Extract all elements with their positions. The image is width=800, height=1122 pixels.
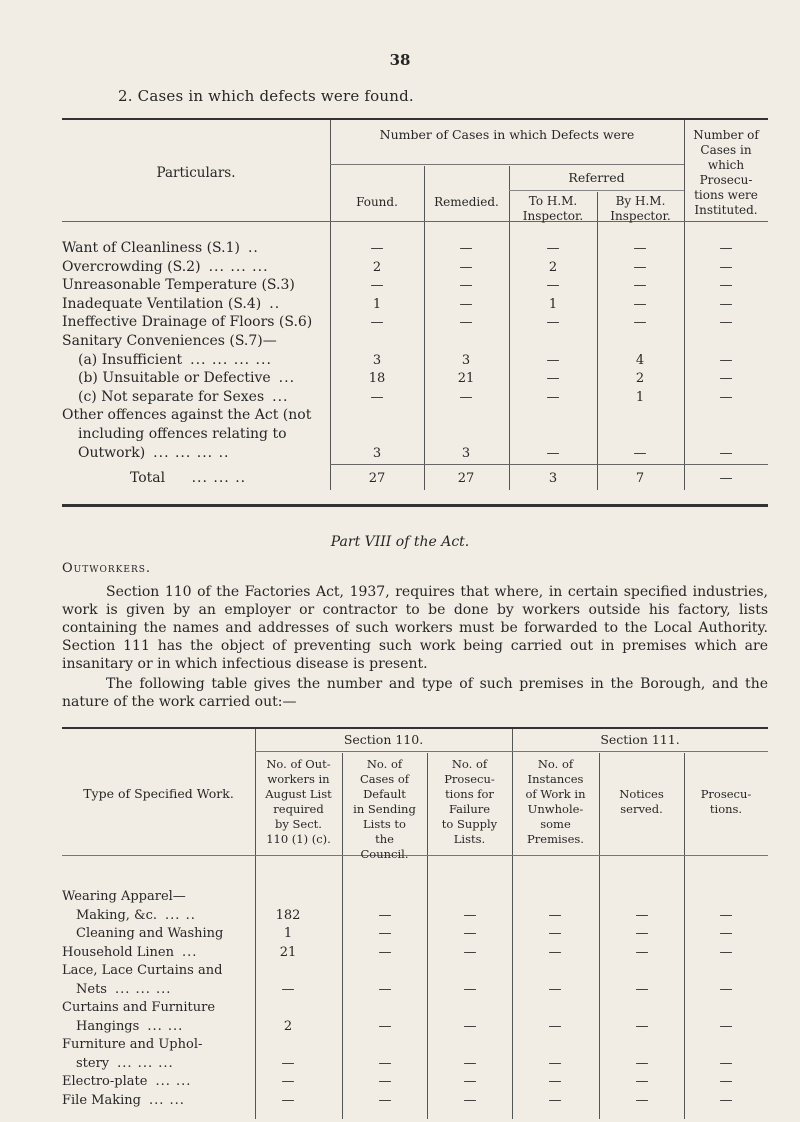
total-cell: 3 xyxy=(548,471,558,486)
table-cell: 21 xyxy=(457,371,475,387)
row-label xyxy=(62,296,280,312)
row-label xyxy=(62,1093,185,1108)
table-top-rule xyxy=(62,727,768,729)
by-hm-inspector-header xyxy=(597,194,684,224)
found-header: Found. xyxy=(356,195,398,209)
table-cell: — xyxy=(463,907,477,923)
row-label xyxy=(62,240,259,256)
row-label-text: File Making xyxy=(62,1092,141,1108)
table-cell: — xyxy=(635,981,649,997)
header-line: some xyxy=(540,817,571,831)
header-rule xyxy=(509,190,684,191)
table-cell: 3 xyxy=(461,352,471,368)
table-cell: — xyxy=(719,241,733,256)
table-cell: — xyxy=(463,1018,477,1034)
table-cell: — xyxy=(719,1055,733,1071)
row-label xyxy=(62,945,197,960)
table-cell: — xyxy=(635,1018,649,1034)
row-label-text: stery xyxy=(76,1055,110,1071)
table-cell: — xyxy=(719,296,733,312)
prosecutions-header-line: Prosecu- xyxy=(699,173,753,187)
to-hm-inspector-header xyxy=(509,194,597,224)
page-number: 38 xyxy=(389,51,411,69)
to-hm-line-1: To H.M. xyxy=(528,194,578,208)
header-line: in Sending xyxy=(353,802,416,816)
leader-dots: ... .. xyxy=(165,907,196,923)
table-cell: — xyxy=(719,278,733,294)
type-of-work-header: Type of Specified Work. xyxy=(83,786,234,801)
row-label-text: Electro-plate xyxy=(62,1074,148,1089)
table-cell: — xyxy=(370,241,384,256)
header-line: to Supply xyxy=(441,817,498,831)
row-label xyxy=(76,982,171,997)
leader-dots: .. xyxy=(269,295,281,312)
defects-group-header: Number of Cases in which Defects were xyxy=(379,127,635,142)
table-cell: — xyxy=(719,389,733,405)
table-cell: — xyxy=(459,296,473,312)
header-line: tions. xyxy=(709,802,743,816)
row-label xyxy=(76,908,196,923)
table-cell: 2 xyxy=(635,371,645,387)
header-rule xyxy=(330,164,684,165)
section-heading: 2. Cases in which defects were found. xyxy=(118,87,414,105)
row-label-text: Other offences against the Act (not xyxy=(62,407,312,424)
total-cell: 7 xyxy=(635,471,645,486)
table-cell: — xyxy=(463,981,477,997)
row-label-text: Lace, Lace Curtains and xyxy=(62,963,223,978)
header-line: tions for xyxy=(445,787,494,801)
table-cell: — xyxy=(370,315,384,331)
leader-dots: ... xyxy=(278,370,296,387)
total-leader-dots: ... ... .. xyxy=(191,470,247,486)
table-cell: — xyxy=(546,389,560,405)
table-cell: — xyxy=(281,981,295,997)
table-cell: — xyxy=(635,1092,649,1108)
table-cell: 2 xyxy=(548,259,558,275)
table-cell: — xyxy=(459,259,473,275)
table-cell: — xyxy=(378,981,392,997)
total-cell: 27 xyxy=(368,471,386,486)
header-line: of Work in xyxy=(525,787,586,801)
table-cell: — xyxy=(378,1055,392,1071)
table-cell: — xyxy=(546,371,560,387)
header-line: No. of Out- xyxy=(266,757,331,771)
header-line: Instances xyxy=(527,772,584,786)
row-label xyxy=(62,1000,215,1015)
header-line: Council. xyxy=(360,847,409,861)
to-hm-line-2: Inspector. xyxy=(522,209,584,223)
row-label-text: Furniture and Uphol- xyxy=(62,1037,203,1052)
row-label-text: Cleaning and Washing xyxy=(76,926,224,941)
header-line: Failure xyxy=(448,802,491,816)
header-line: No. of xyxy=(451,757,488,771)
leader-dots: ... ... xyxy=(148,1092,185,1108)
table-bottom-rule xyxy=(62,504,768,507)
outworkers-heading: Outworkers. xyxy=(62,561,152,576)
table-cell: — xyxy=(633,259,647,275)
table-cell: — xyxy=(548,1074,562,1089)
table-cell: — xyxy=(463,1092,477,1108)
row-label-text: Inadequate Ventilation (S.4) xyxy=(62,295,262,312)
table-cell: — xyxy=(719,926,733,941)
leader-dots: ... xyxy=(181,944,198,960)
table-cell: 3 xyxy=(372,445,382,461)
table-cell: — xyxy=(548,981,562,997)
table-cell: — xyxy=(548,944,562,960)
table-cell: — xyxy=(459,241,473,256)
prosecutions-header-line: tions were xyxy=(694,188,758,202)
column-divider xyxy=(330,120,331,490)
table-cell: — xyxy=(546,445,560,461)
outworkers-table xyxy=(62,727,768,1117)
table-cell: — xyxy=(633,278,647,294)
table-cell: — xyxy=(633,445,647,461)
header-line: Unwhole- xyxy=(527,802,584,816)
table-cell: — xyxy=(378,1074,392,1089)
table-cell: — xyxy=(719,352,733,368)
prosecutions-header xyxy=(684,128,768,218)
table-cell: — xyxy=(459,315,473,331)
table-cell: — xyxy=(635,1074,649,1089)
table-cell: — xyxy=(281,1074,295,1089)
table-cell: — xyxy=(719,981,733,997)
table-cell: — xyxy=(719,445,733,461)
header-rule xyxy=(255,751,768,752)
table-cell: — xyxy=(281,1055,295,1071)
table-cell: — xyxy=(548,926,562,941)
table-cell: — xyxy=(719,1018,733,1034)
table-cell: — xyxy=(378,926,392,941)
table-cell: — xyxy=(370,389,384,405)
table-cell: — xyxy=(548,907,562,923)
default-cases-header xyxy=(342,757,427,862)
table-cell: — xyxy=(635,907,649,923)
total-cell: — xyxy=(719,471,733,486)
row-label xyxy=(62,963,222,978)
table-cell: 3 xyxy=(372,352,382,368)
table-cell: — xyxy=(459,278,473,294)
row-label xyxy=(62,407,311,423)
table-cell: — xyxy=(635,926,649,941)
table-cell: — xyxy=(459,389,473,405)
header-line: Default xyxy=(363,787,406,801)
table-cell: — xyxy=(633,241,647,256)
header-line: workers in xyxy=(267,772,330,786)
header-line: 110 (1) (c). xyxy=(266,832,331,846)
table-cell: — xyxy=(546,278,560,294)
row-label-text: Hangings xyxy=(76,1018,140,1034)
row-label xyxy=(76,1019,183,1034)
row-label xyxy=(62,1037,202,1052)
row-label xyxy=(62,259,269,275)
table-cell: — xyxy=(719,259,733,275)
paragraph-table-intro: The following table gives the number and type of such premises in the Borough, and the nature of the work carried out:— xyxy=(62,676,768,710)
row-label-text: Overcrowding (S.2) xyxy=(62,258,201,275)
table-top-rule xyxy=(62,118,768,120)
section-111-header: Section 111. xyxy=(600,732,680,747)
header-line: served. xyxy=(620,802,663,816)
table-cell: — xyxy=(546,241,560,256)
table-cell: — xyxy=(548,1092,562,1108)
row-label-text: (c) Not separate for Sexes xyxy=(78,388,265,405)
outworkers-list-header xyxy=(255,757,342,847)
remedied-header: Remedied. xyxy=(434,195,499,209)
section-110-header: Section 110. xyxy=(343,732,424,747)
particulars-header: Particulars. xyxy=(156,165,236,181)
table-cell: 4 xyxy=(635,352,645,368)
row-label-text: Making, &c. xyxy=(76,907,158,923)
prosecutions-header-line: Number of xyxy=(693,128,759,142)
leader-dots: ... ... ... xyxy=(208,258,269,275)
leader-dots: ... ... ... .. xyxy=(153,444,230,461)
table-cell: 3 xyxy=(461,445,471,461)
row-label xyxy=(78,352,272,368)
table-cell: — xyxy=(463,1055,477,1071)
column-divider xyxy=(424,166,425,490)
leader-dots: ... ... xyxy=(155,1074,192,1089)
prosecutions-header xyxy=(684,787,768,817)
row-label-text: Household Linen xyxy=(62,944,174,960)
table-cell: — xyxy=(719,371,733,387)
table-cell: — xyxy=(463,926,477,941)
failure-prosecutions-header xyxy=(427,757,512,847)
leader-dots: ... xyxy=(272,388,289,405)
prosecutions-header-line: Instituted. xyxy=(694,203,758,217)
row-label-text: Ineffective Drainage of Floors (S.6) xyxy=(62,314,313,331)
by-hm-line-1: By H.M. xyxy=(615,194,666,208)
table-cell: — xyxy=(546,352,560,368)
row-label-text: including offences relating to xyxy=(78,426,287,442)
part-title: Part VIII of the Act. xyxy=(330,534,470,550)
table-cell: — xyxy=(463,944,477,960)
row-label xyxy=(76,1056,174,1071)
header-line: the xyxy=(375,832,394,846)
table-cell: 18 xyxy=(368,371,386,387)
header-line: Notices xyxy=(619,787,664,801)
row-label xyxy=(76,926,223,941)
header-line: Cases of xyxy=(359,772,410,786)
table-cell: — xyxy=(633,315,647,331)
row-label-text: (a) Insufficient xyxy=(78,351,183,368)
table-cell: — xyxy=(378,944,392,960)
paragraph-section-110: Section 110 of the Factories Act, 1937, requires that where, in certain specified industries, work is given by an employer or contractor to be done by workers outside his factory, lists containing the names and addresses of such workers must be forwarded to the Local Authority. Section 111 has the object of preventing such work being carried out in premises which are insanitary or in which infectious disease is present. xyxy=(62,584,768,672)
row-label xyxy=(62,314,312,330)
total-row-label xyxy=(130,470,246,486)
row-label-text: (b) Unsuitable or Defective xyxy=(78,370,271,387)
leader-dots: ... ... ... ... xyxy=(190,351,272,368)
leader-dots: ... ... ... xyxy=(117,1055,174,1071)
row-label-text: Want of Cleanliness (S.1) xyxy=(62,240,240,256)
table-cell: — xyxy=(633,296,647,312)
row-label xyxy=(78,445,229,461)
table-cell: — xyxy=(635,944,649,960)
row-label-text: Nets xyxy=(76,981,107,997)
header-line: Premises. xyxy=(527,832,584,846)
row-label xyxy=(62,277,295,293)
table-cell: — xyxy=(719,1074,733,1089)
row-label-text: Outwork) xyxy=(78,444,146,461)
table-cell: — xyxy=(378,907,392,923)
referred-header: Referred xyxy=(568,170,625,185)
notices-served-header xyxy=(599,787,684,817)
table-cell: — xyxy=(546,315,560,331)
column-divider xyxy=(597,192,598,490)
total-rule xyxy=(330,464,768,465)
table-cell: 2 xyxy=(372,259,382,275)
table-cell: — xyxy=(719,944,733,960)
header-line: No. of xyxy=(537,757,574,771)
table-cell: 1 xyxy=(635,389,645,405)
row-label-text: Wearing Apparel— xyxy=(62,889,186,904)
row-label-text: Sanitary Conveniences (S.7)— xyxy=(62,333,277,349)
row-label xyxy=(78,389,289,405)
row-label xyxy=(62,333,277,349)
table-cell: — xyxy=(378,1092,392,1108)
table-cell: — xyxy=(719,315,733,331)
table-cell: 1 xyxy=(283,926,293,941)
row-label xyxy=(78,426,287,442)
table-cell: — xyxy=(548,1055,562,1071)
prosecutions-header-line: Cases in xyxy=(700,143,752,157)
header-line: Prosecu- xyxy=(700,787,752,801)
row-label-text: Curtains and Furniture xyxy=(62,1000,216,1015)
unwholesome-premises-header xyxy=(512,757,599,847)
defects-table xyxy=(62,118,768,508)
table-cell: — xyxy=(719,907,733,923)
leader-dots: ... ... xyxy=(147,1018,184,1034)
table-cell: 1 xyxy=(372,296,382,312)
by-hm-line-2: Inspector. xyxy=(610,209,671,223)
header-line: by Sect. xyxy=(275,817,322,831)
row-label-text: Unreasonable Temperature (S.3) xyxy=(62,277,295,294)
header-line: August List xyxy=(265,787,332,801)
leader-dots: ... ... ... xyxy=(114,981,172,997)
total-cell: 27 xyxy=(457,471,475,486)
header-line: Lists to xyxy=(363,817,406,831)
table-cell: 182 xyxy=(275,907,301,923)
header-line: Lists. xyxy=(453,832,486,846)
total-label: Total xyxy=(130,470,166,486)
table-cell: — xyxy=(719,1092,733,1108)
prosecutions-header-line: which xyxy=(707,158,745,172)
leader-dots: .. xyxy=(247,240,259,256)
header-line: No. of xyxy=(366,757,403,771)
table-cell: 2 xyxy=(283,1018,293,1034)
table-cell: — xyxy=(635,1055,649,1071)
table-cell: 1 xyxy=(548,296,558,312)
row-label xyxy=(78,370,295,386)
row-label xyxy=(62,1074,191,1089)
table-cell: — xyxy=(281,1092,295,1108)
table-cell: — xyxy=(370,278,384,294)
header-line: required xyxy=(273,802,324,816)
row-label xyxy=(62,889,186,904)
table-cell: — xyxy=(463,1074,477,1089)
table-cell: — xyxy=(378,1018,392,1034)
table-cell: 21 xyxy=(279,944,297,960)
header-line: Prosecu- xyxy=(444,772,495,786)
table-cell: — xyxy=(548,1018,562,1034)
